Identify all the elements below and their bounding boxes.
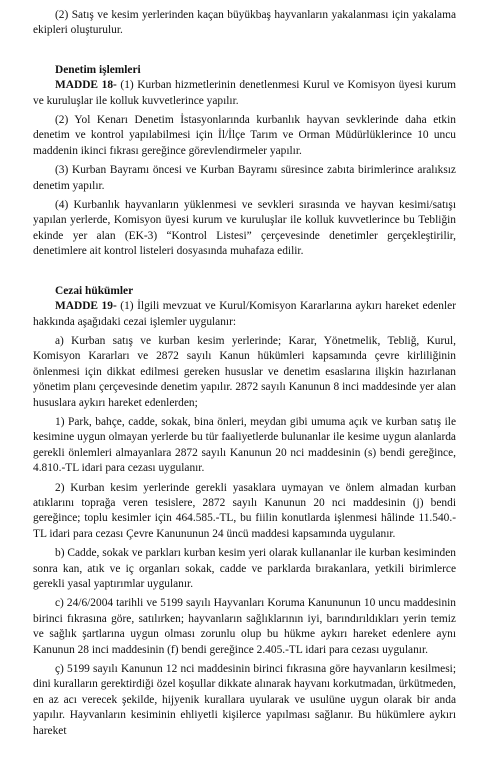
madde-19-paragraph-1 bbox=[33, 299, 456, 330]
madde-19-item-a2: 2) Kurban kesim yerlerinde gerekli yasaklara uymayan ve önlem almadan kurban atıklarını toprağa veren tesislere, 2872 sayılı Kanunun 20 nci maddesinin (j) bendi gereğince; toplu kesimler için 464.585.-TL, bu fiilin konutlarda işlenmesi hâlinde 11.540.-TL idari para cezası Çevre Kanununun 24 üncü maddesi kapsamında uygulanır. bbox=[33, 481, 456, 540]
section-title-cezai: Cezai hükümler bbox=[55, 284, 134, 297]
madde-19-p1-text: (1) İlgili mevzuat ve Kurul/Komisyon Kararlarına aykırı hareket edenler hakkında aşağıdaki cezai işlemler uygulanır: bbox=[33, 300, 456, 328]
section-title-denetim: Denetim işlemleri bbox=[55, 63, 141, 76]
madde-18-p1-text: (1) Kurban hizmetlerinin denetlenmesi Kurul ve Komisyon üyesi kurum ve kuruluşlar ile kolluk kuvvetlerince yapılır. bbox=[33, 79, 456, 107]
madde-19-item-c: c) 24/6/2004 tarihli ve 5199 sayılı Hayvanları Koruma Kanununun 10 uncu maddesinin birinci fıkrasına göre, satılırken; hayvanların sağlıklarının iyi, barındırıldıkları yerin temiz ve sağlık şartlarına uygun olması zorunlu olup bu hükme aykırı hareket edenlere aynı Kanunun 28 inci maddesinin (f) bendi gereğince 2.405.-TL idari para cezası uygulanır. bbox=[33, 597, 456, 656]
madde-19-item-a: a) Kurban satış ve kurban kesim yerlerinde; Karar, Yönetmelik, Tebliğ, Kurul, Komisyon Kararları ve 2872 sayılı Kanun hükümleri kapsamında çevre kirliliğinin önlenmesi için dikkat edilmesi gereken hususlar ve denetim esaslarına ilişkin hazırlanan yönetim planı çerçevesinde denetim yapılır. 2872 sayılı Kanunun 8 inci maddesinde yer alan hususlara aykırı hareket edenlerden; bbox=[33, 334, 456, 409]
madde-19-item-cc: ç) 5199 sayılı Kanunun 12 nci maddesinin birinci fıkrasına göre hayvanların kesilmesi; dini kuralların gerektirdiği özel koşullar dikkate alınarak hayvanı korkutmadan, ürkütmeden, en az acı verecek şekilde, hijyenik kurallara uyularak ve usulüne uygun olarak bir anda yapılır. Hayvanların kesiminin ehliyetli kişilerce yapılması sağlanır. Bu hükümlere aykırı hareket bbox=[33, 663, 456, 737]
intro-paragraph: (2) Satış ve kesim yerlerinden kaçan büyükbaş hayvanların yakalanması için yakalama ekipleri oluşturulur. bbox=[33, 9, 456, 37]
madde-19-item-b: b) Cadde, sokak ve parkları kurban kesim yeri olarak kullananlar ile kurban kesiminden sonra kan, atık ve iç organları sokak, cadde ve parklarda bırakanlara, yetkili birimlerce gerekli yasal yaptırımlar uygulanır. bbox=[33, 547, 456, 590]
madde-18-paragraph-2: (2) Yol Kenarı Denetim İstasyonlarında kurbanlık hayvan sevklerinde daha etkin denetim ve kontrol yapılabilmesi için İl/İlçe Tarım ve Orman Müdürlüklerince 10 uncu maddenin ikinci fıkrası gereğince görevlendirmeler yapılır. bbox=[33, 114, 456, 157]
madde-19-item-a1: 1) Park, bahçe, cadde, sokak, bina önleri, meydan gibi umuma açık ve kurban satış ile kesimine uygun olmayan yerlerde bu tür faaliyetlerde bulunanlar ile kesime uygun alanlarda gerekli önlemleri almayanlara 2872 sayılı Kanunun 20 nci maddesinin (s) bendi gereğince, 4.810.-TL idari para cezası uygulanır. bbox=[33, 415, 456, 475]
madde-18-paragraph-4: (4) Kurbanlık hayvanların yüklenmesi ve sevkleri sırasında ve hayvan kesimi/satışı yapılan yerlerde, Komisyon üyesi kurum ve kuruluşlar ile kolluk kuvvetlerince bu Tebliğin ekinde yer alan (EK-3) “Kontrol Listesi” çerçevesinde denetimler gerçekleştirilir, denetimlere ait kontrol listeleri dosyasında muhafaza edilir. bbox=[33, 199, 456, 258]
madde-18-label: MADDE 18- bbox=[55, 79, 117, 92]
madde-19-label: MADDE 19- bbox=[55, 300, 117, 313]
madde-18-paragraph-1 bbox=[33, 78, 456, 109]
madde-18-paragraph-3: (3) Kurban Bayramı öncesi ve Kurban Bayramı süresince zabıta birimlerince aralıksız denetim yapılır. bbox=[33, 164, 456, 192]
